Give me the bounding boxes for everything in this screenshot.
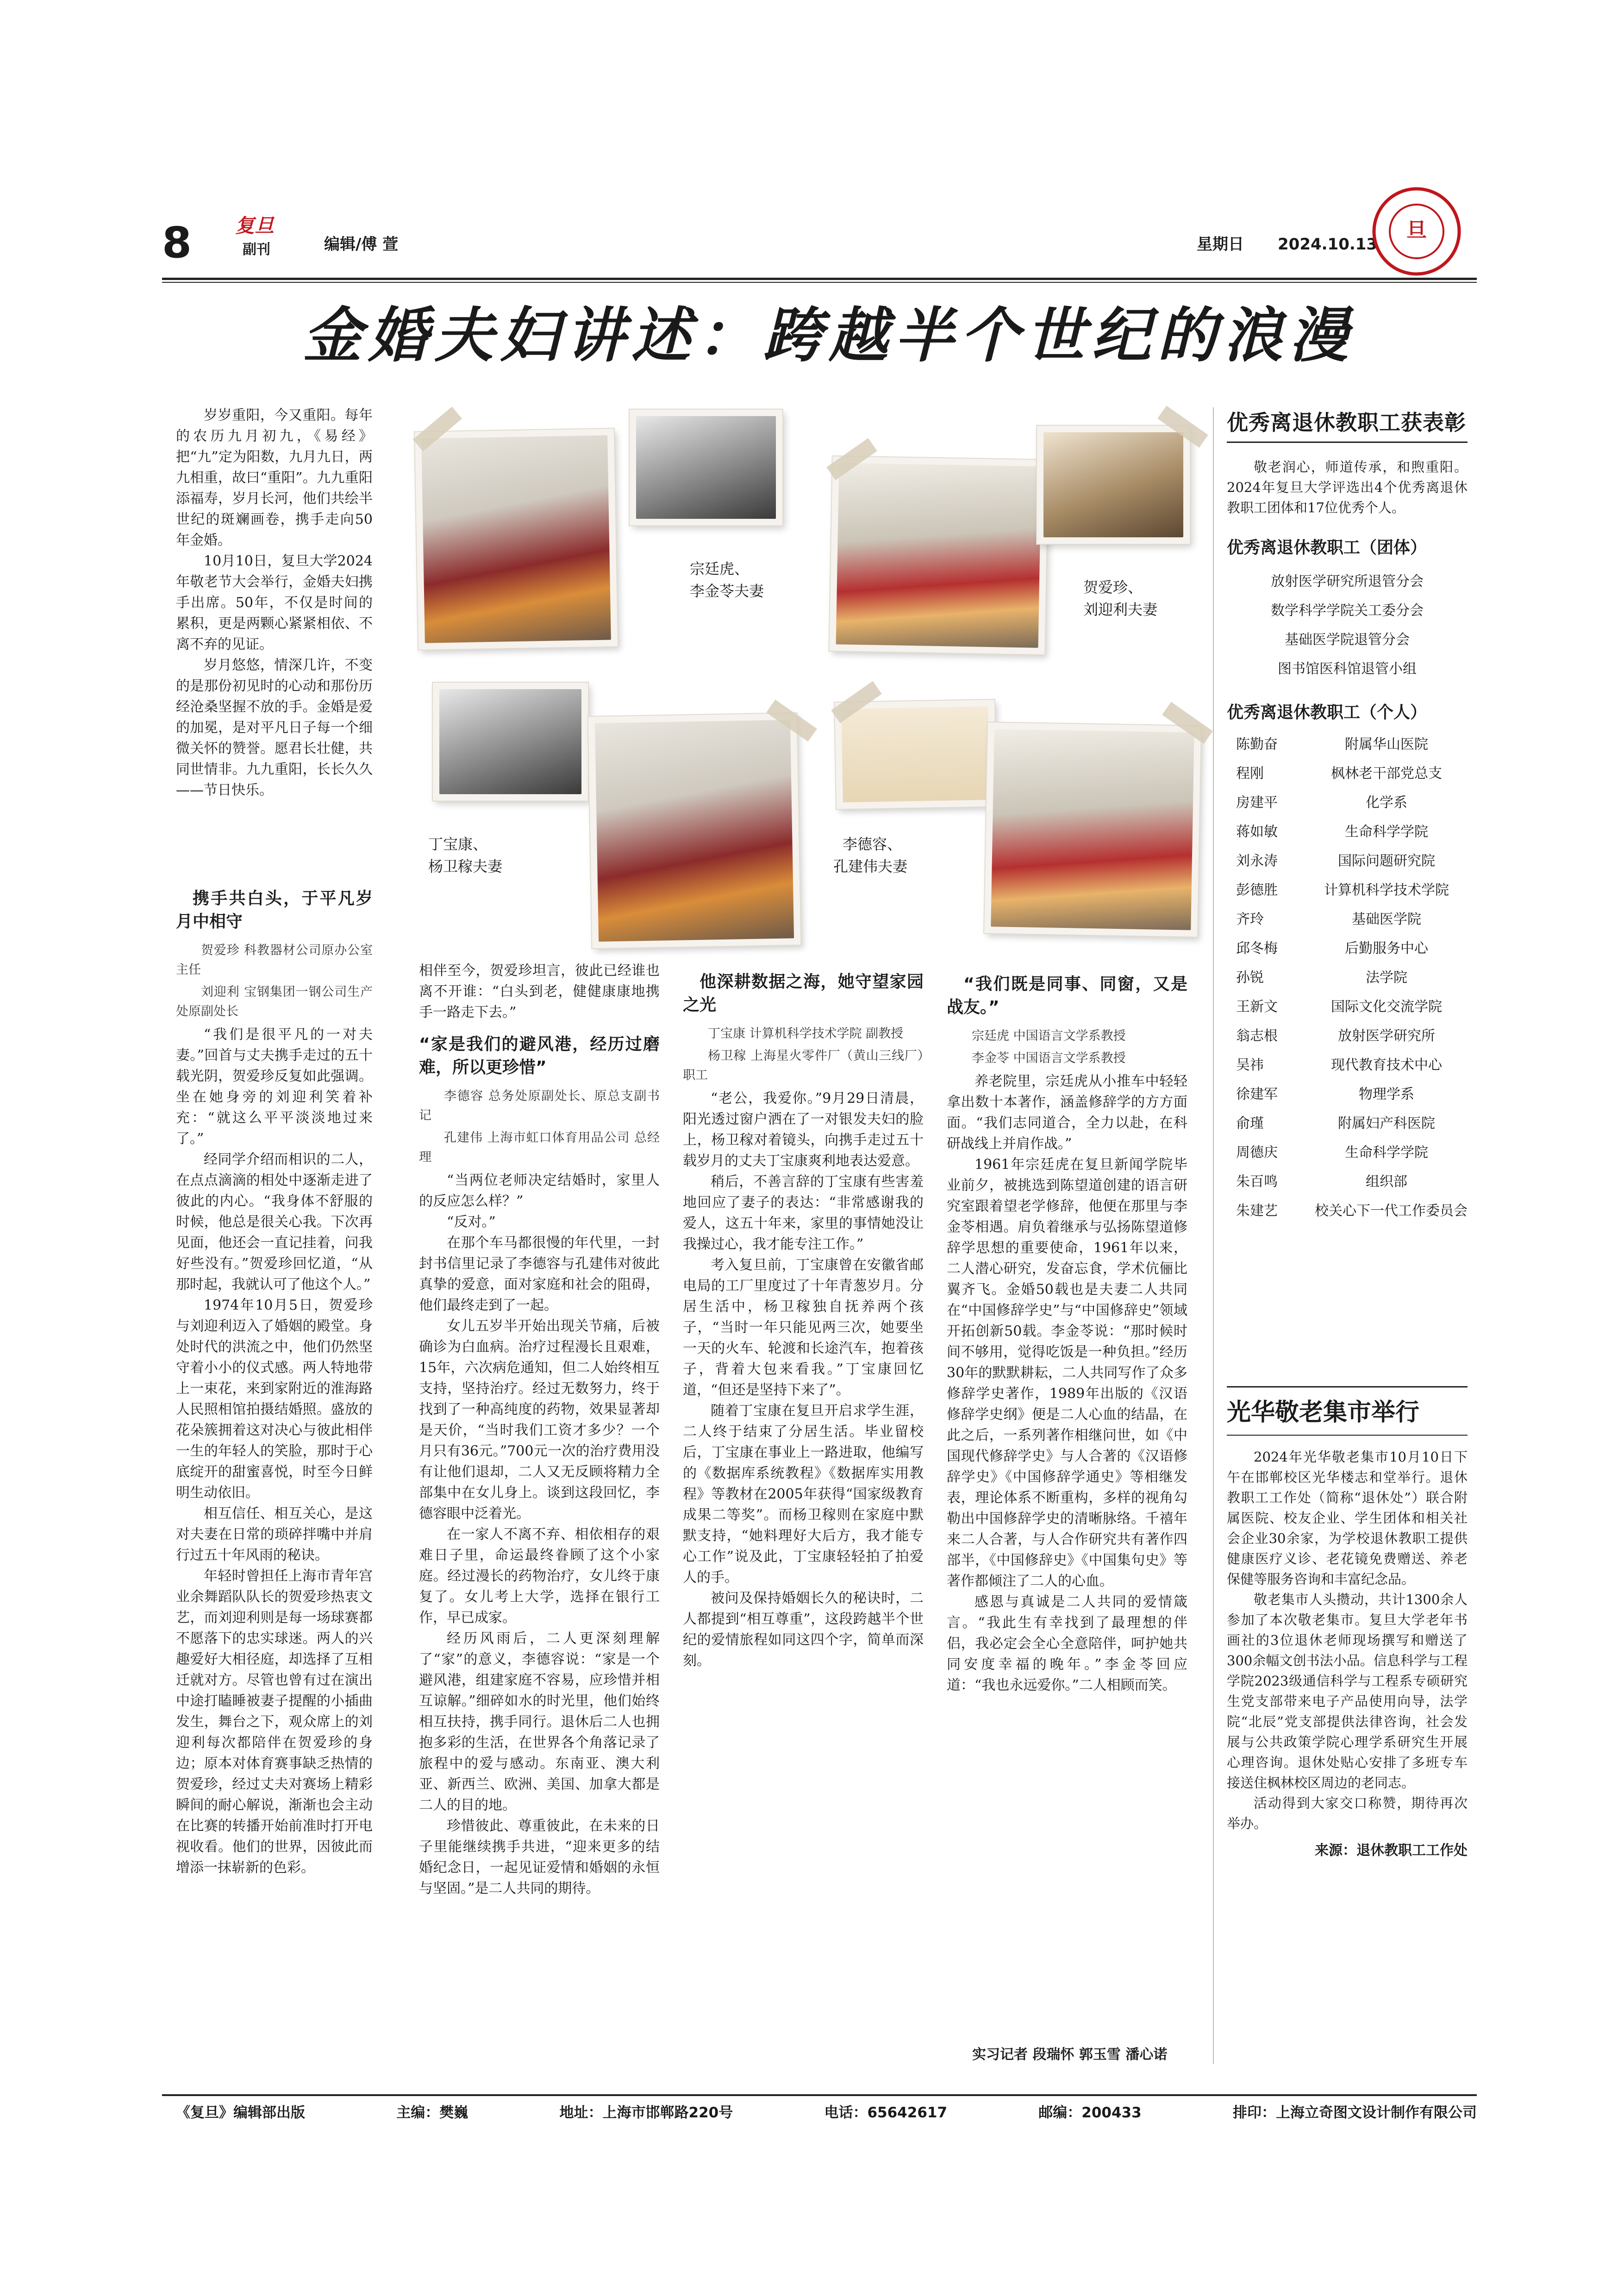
story-paragraph: 年轻时曾担任上海市青年宫业余舞蹈队队长的贺爱珍热衷文艺，而刘迎利则是每一场球赛都不愿落下的忠实球迷。两人的兴趣爱好大相径庭，却选择了互相迁就对方。尽管也曾有过在演出中途打瞌睡被妻子提醒的小插曲发生，舞台之下，观众席上的刘迎利每次都陪伴在贺爱珍的身边；原本对体育赛事缺乏热情的贺爱珍，经过丈夫对赛场上精彩瞬间的耐心解说，渐渐也会主动在比赛的转播开始前准时打开电视收看。他们的世界，因彼此而增添一抹崭新的色彩。 — [176, 1568, 373, 1876]
photo-he-liu-couple — [829, 456, 1048, 654]
individual-name: 彭德胜 — [1236, 882, 1278, 898]
story-byline: 李德容 总务处原副处长、原总支副书记 — [419, 1089, 660, 1123]
individual-name: 蒋如敏 — [1236, 824, 1278, 840]
footer-office: 《复旦》编辑部出版 — [176, 2104, 305, 2121]
sidebar-rule — [1227, 442, 1468, 443]
individual-name: 房建平 — [1236, 795, 1278, 811]
intro-column — [176, 405, 373, 868]
individual-row — [1227, 846, 1468, 876]
individual-name: 王新文 — [1236, 999, 1278, 1015]
individual-row — [1227, 992, 1468, 1021]
caption-li-kong — [833, 833, 907, 877]
individual-row — [1227, 1167, 1468, 1196]
individual-unit: 物理学系 — [1359, 1086, 1414, 1102]
individual-row — [1227, 876, 1468, 905]
individual-unit: 枫林老干部党总支 — [1331, 765, 1442, 782]
story-paragraph: 在那个车马都很慢的年代里，一封封书信里记录了李德容与孔建伟对彼此真挚的爱意，面对家庭和社会的阻碍，他们最终走到了一起。 — [419, 1235, 660, 1313]
individual-heading: 优秀离退休教职工（个人） — [1227, 703, 1427, 722]
footer-editor: 主编：樊巍 — [396, 2104, 468, 2121]
story-paragraph: 稍后，不善言辞的丁宝康有些害羞地回应了妻子的表达：“非常感谢我的爱人，这五十年来，家里的事情她没让我操过心，我才能专注工作。” — [683, 1174, 924, 1252]
caption-line: 杨卫稼夫妻 — [428, 858, 503, 875]
sidebar-market — [1227, 1386, 1468, 1861]
individual-unit: 基础医学院 — [1352, 911, 1421, 927]
page-headline: 金婚夫妇讲述：跨越半个世纪的浪漫 — [302, 301, 1355, 370]
individual-name: 程刚 — [1236, 765, 1264, 782]
individual-name: 朱百鸣 — [1236, 1174, 1278, 1190]
market-paragraph: 2024年光华敬老集市10月10日下午在邯郸校区光华楼志和堂举行。退休教职工工作处（简称“退休处”）联合附属医院、校友企业、学生团体和相关社会企业30余家，为学校退休教职工提供健康医疗义诊、老花镜免费赠送、养老保健等服务咨询和丰富纪念品。 — [1227, 1449, 1468, 1587]
story-byline: 杨卫稼 上海星火零件厂（黄山三线厂）职工 — [683, 1049, 924, 1083]
individual-row — [1227, 963, 1468, 992]
story-paragraph: 珍惜彼此、尊重彼此，在未来的日子里能继续携手共进，“迎来更多的结婚纪念日，一起见证爱情和婚姻的永恒与坚固。”是二人共同的期待。 — [419, 1818, 660, 1897]
footer-phone: 电话：65642617 — [824, 2104, 948, 2121]
sidebar-divider — [1213, 407, 1214, 2064]
individual-unit: 校关心下一代工作委员会 — [1315, 1203, 1468, 1219]
photo-he-liu-young — [1037, 426, 1190, 544]
story-paragraph: “当两位老师决定结婚时，家里人的反应怎么样？” — [419, 1172, 660, 1209]
footer-postcode: 邮编：200433 — [1038, 2104, 1142, 2121]
individual-name: 俞瑾 — [1236, 1115, 1264, 1132]
svg-text:旦: 旦 — [1406, 218, 1427, 242]
market-paragraph: 活动得到大家交口称赞，期待再次举办。 — [1227, 1795, 1468, 1831]
intro-paragraph: 岁岁重阳，今又重阳。每年的农历九月初九，《易经》把“九”定为阳数，九月九日，两九相重，故曰“重阳”。九九重阳添福寿，岁月长河，他们共绘半世纪的斑斓画卷，携手走向50年金婚。 — [176, 407, 373, 548]
story-paragraph: 感恩与真诚是二人共同的爱情箴言。“我此生有幸找到了最理想的伴侣，我必定会全心全意陪伴，呵护她共同安度幸福的晚年。”李金苓回应道：“我也永远爱你。”二人相顾而笑。 — [947, 1594, 1187, 1693]
group-heading: 优秀离退休教职工（团体） — [1227, 538, 1427, 557]
page-number: 8 — [162, 218, 192, 268]
footer-bar — [162, 2101, 1477, 2124]
caption-line: 宗廷虎、 — [690, 560, 750, 578]
group-item: 放射医学研究所退管分会 — [1271, 573, 1424, 590]
story-paragraph: “我们是很平凡的一对夫妻。”回首与丈夫携手走过的五十载光阴，贺爱珍反复如此强调。坐在她身旁的刘迎利笑着补充：“就这么平平淡淡地过来了。” — [176, 1027, 373, 1147]
story-paragraph: 考入复旦前，丁宝康曾在安徽省邮电局的工厂里度过了十年青葱岁月。分居生活中，杨卫稼独自抚养两个孩子，“当时一年只能见两三次，她要坐一天的火车、轮渡和长途汽车，抱着孩子，背着大包来看我。”丁宝康回忆道，“但还是坚持下来了”。 — [683, 1257, 924, 1398]
footer-rule — [162, 2094, 1477, 2096]
reporter-credit: 实习记者 段瑞怀 郭玉雪 潘心诺 — [972, 2047, 1168, 2063]
story-paragraph: 在一家人不离不弃、相依相存的艰难日子里，命运最终眷顾了这个小家庭。经过漫长的药物治疗，女儿终于康复了。女儿考上大学，选择在银行工作，早已成家。 — [419, 1526, 660, 1626]
caption-ding-yang — [428, 833, 502, 877]
group-list — [1227, 567, 1468, 684]
story-paragraph: 相伴至今，贺爱珍坦言，彼此已经谁也离不开谁：“白头到老，健健康康地携手一路走下去。” — [419, 963, 660, 1020]
individual-row — [1227, 788, 1468, 817]
story-paragraph: 经同学介绍而相识的二人，在点点滴滴的相处中逐渐走进了彼此的内心。“我身体不舒服的时候，他总是很关心我。下次再见面，他还会一直记挂着，问我好些没有。”贺爱珍回忆道，“从那时起，我就认可了他这个人。” — [176, 1151, 373, 1293]
group-item: 数学科学学院关工委分会 — [1271, 603, 1424, 619]
photo-li-kong-certificate — [835, 700, 996, 809]
intro-paragraph: 岁月悠悠，情深几许，不变的是那份初见时的心动和那份历经沧桑坚握不放的手。金婚是爱的加冕，是对平凡日子每一个细微关怀的赞誉。愿君长壮健，共同世情非。九九重阳，长长久久——节日快乐。 — [176, 657, 373, 798]
individual-name: 吴祎 — [1236, 1057, 1264, 1073]
story-paragraph: 相互信任、相互关心，是这对夫妻在日常的琐碎拌嘴中并肩行过五十年风雨的秘诀。 — [176, 1506, 373, 1563]
photo-ding-yang-couple — [588, 713, 801, 948]
story-paragraph: 被问及保持婚姻长久的秘诀时，二人都提到“相互尊重”，这段跨越半个世纪的爱情旅程如同这四个字，简单而深刻。 — [683, 1590, 924, 1669]
caption-he-liu — [1083, 576, 1157, 621]
individual-name: 陈勤奋 — [1236, 736, 1278, 753]
sidebar-rule — [1227, 1435, 1468, 1436]
photo-li-kong-couple — [984, 722, 1201, 937]
story-paragraph: 经历风雨后，二人更深刻理解了“家”的意义，李德容说：“家是一个避风港，组建家庭不容易，应珍惜并相互谅解。”细碎如水的时光里，他们始终相互扶持，携手同行。退休后二人也拥抱多彩的生活，在世界各个角落记录了旅程中的爱与感动。东南亚、澳大利亚、新西兰、欧洲、美国、加拿大都是二人的目的地。 — [419, 1630, 660, 1813]
individual-row — [1227, 1196, 1468, 1226]
individual-name: 孙锐 — [1236, 970, 1264, 986]
individual-row — [1227, 1021, 1468, 1051]
group-item: 基础医学院退管分会 — [1285, 632, 1410, 648]
weekday: 星期日 — [1197, 235, 1244, 254]
story-byline: 刘迎利 宝钢集团一钢公司生产处原副处长 — [176, 985, 373, 1019]
photo-zong-li-young — [630, 410, 782, 525]
individual-unit: 后勤服务中心 — [1345, 940, 1428, 957]
story-byline: 丁宝康 计算机科学技术学院 副教授 — [708, 1027, 904, 1041]
caption-line: 贺爱珍、 — [1083, 579, 1143, 596]
group-item: 图书馆医科馆退管小组 — [1278, 661, 1417, 677]
story-li-kong — [419, 960, 660, 2064]
university-seal — [1370, 185, 1463, 278]
editor-credit: 编辑/傅 萱 — [324, 235, 399, 254]
photo-ding-yang-young — [433, 683, 588, 801]
story-zong-li — [947, 963, 1187, 2043]
header-rule — [162, 278, 1477, 280]
individual-name: 周德庆 — [1236, 1145, 1278, 1161]
story-title: “我们既是同事、同窗，又是战友。” — [947, 975, 1187, 1017]
caption-line: 孔建伟夫妻 — [833, 858, 908, 875]
story-he-liu — [176, 877, 373, 2062]
individual-row — [1227, 817, 1468, 846]
individual-row — [1227, 730, 1468, 759]
story-byline: 宗廷虎 中国语言文学系教授 — [972, 1029, 1126, 1043]
story-byline: 李金苓 中国语言文学系教授 — [972, 1051, 1126, 1065]
story-paragraph: 1961年宗廷虎在复旦新闻学院毕业前夕，被挑选到陈望道创建的语言研究室跟着望老学修辞，他便在那里与李金苓相遇。肩负着继承与弘扬陈望道修辞学思想的重要使命，1961年以来，二人潜心研究，发奋忘食，学术伉俪比翼齐飞。金婚50载也是夫妻二人共同在“中国修辞学史”与“中国修辞史”领域开拓创新50载。李金苓说：“那时候时间不够用，觉得吃饭是一种负担。”经历30年的默默耕耘，二人共同写作了众多修辞学史著作，1989年出版的《汉语修辞学史纲》便是二人心血的结晶，在此之后，一系列著作相继问世，如《中国现代修辞学史》与人合著的《汉语修辞学史》《中国修辞学通史》等相继发表，理论体系不断重构，多样的视角勾勒出中国修辞学史的清晰脉络。千禧年来二人合著，与人合作研究共有著作四部半，《中国修辞史》《中国集句史》等著作都倾注了二人的心血。 — [947, 1157, 1187, 1589]
story-ding-yang — [683, 960, 924, 2064]
individual-row — [1227, 1138, 1468, 1167]
individual-unit: 附属妇产科医院 — [1338, 1115, 1435, 1132]
market-text — [1227, 1447, 1468, 1834]
individual-row — [1227, 1051, 1468, 1080]
seal-icon — [1370, 185, 1463, 278]
story-title: “家是我们的避风港，经历过磨难，所以更珍惜” — [419, 1035, 660, 1077]
story-byline: 孔建伟 上海市虹口体育用品公司 总经理 — [419, 1131, 660, 1164]
individual-row — [1227, 1080, 1468, 1109]
market-source: 来源：退休教职工工作处 — [1315, 1842, 1468, 1859]
story-title: 携手共白头，于平凡岁月中相守 — [176, 889, 373, 931]
caption-line: 丁宝康、 — [428, 835, 488, 853]
individual-unit: 生命科学学院 — [1345, 824, 1428, 840]
story-title: 他深耕数据之海，她守望家园之光 — [683, 972, 924, 1014]
section-name: 副刊 — [243, 242, 270, 258]
individual-row — [1227, 759, 1468, 788]
individual-name: 刘永涛 — [1236, 853, 1278, 869]
individual-unit: 生命科学学院 — [1345, 1145, 1428, 1161]
story-byline: 贺爱珍 科教器材公司原办公室主任 — [176, 943, 373, 977]
individual-unit: 法学院 — [1366, 970, 1407, 986]
sidebar-title: 光华敬老集市举行 — [1227, 1398, 1420, 1426]
individual-unit: 化学系 — [1366, 795, 1407, 811]
individual-name: 齐玲 — [1236, 911, 1264, 927]
individual-unit: 国际文化交流学院 — [1331, 999, 1442, 1015]
individual-unit: 现代教育技术中心 — [1331, 1057, 1442, 1073]
caption-zong-li — [690, 558, 764, 602]
story-paragraph: 随着丁宝康在复旦开启求学生涯，二人终于结束了分居生活。毕业留校后，丁宝康在事业上一路进取，他编写的《数据库系统教程》《数据库实用教程》等教材在2005年获得“国家级教育成果二等奖”。而杨卫稼则在家庭中默默支持，“她料理好大后方，我才能专心工作”说及此，丁宝康轻轻拍了拍爱人的手。 — [683, 1403, 924, 1586]
individual-unit: 计算机科学技术学院 — [1324, 882, 1449, 898]
individual-row — [1227, 905, 1468, 934]
individual-list — [1227, 730, 1468, 1226]
caption-line: 李金苓夫妻 — [690, 582, 764, 600]
sidebar-intro: 敬老润心，师道传承，和煦重阳。2024年复旦大学评选出4个优秀离退休教职工团体和17位优秀个人。 — [1227, 459, 1468, 516]
individual-name: 邱冬梅 — [1236, 940, 1278, 957]
story-paragraph: 养老院里，宗廷虎从小推车中轻轻拿出数十本著作，涵盖修辞学的方方面面。“我们志同道合，全力以赴，在科研战线上并肩作战。” — [947, 1073, 1187, 1152]
intro-paragraph: 10月10日，复旦大学2024年敬老节大会举行，金婚夫妇携手出席。50年，不仅是时间的累积，更是两颗心紧紧相依、不离不弃的见证。 — [176, 553, 373, 653]
caption-line: 刘迎利夫妻 — [1083, 601, 1158, 618]
story-paragraph: 女儿五岁半开始出现关节痛，后被确诊为白血病。治疗过程漫长且艰难，15年，六次病危通知，但二人始终相互支持，坚持治疗。经过无数努力，终于找到了一种高纯度的药物，效果显著却是天价，“当时我们工资才多少？一个月只有36元。”700元一次的治疗费用没有让他们退却，二人又无反顾将精力全部集中在女儿身上。谈到这段回忆，李德容眼中泛着光。 — [419, 1318, 660, 1522]
individual-unit: 附属华山医院 — [1345, 736, 1428, 753]
caption-line: 李德容、 — [843, 835, 902, 853]
header-rule-thin — [162, 282, 1477, 283]
individual-name: 徐建军 — [1236, 1086, 1278, 1102]
individual-unit: 国际问题研究院 — [1338, 853, 1435, 869]
individual-row — [1227, 934, 1468, 963]
footer-address: 地址：上海市邯郸路220号 — [559, 2104, 733, 2121]
story-paragraph: “老公，我爱你。”9月29日清晨，阳光透过窗户洒在了一对银发夫妇的脸上，杨卫稼对着镜头，向携手走过五十载岁月的丈夫丁宝康爽利地表达爱意。 — [683, 1090, 924, 1169]
sidebar-rule — [1227, 1386, 1468, 1388]
market-paragraph: 敬老集市人头攒动，共计1300余人参加了本次敬老集市。复旦大学老年书画社的3位退休老师现场撰写和赠送了300余幅文创书法小品。信息科学与工程学院2023级通信科学与工程系专硕研究生党支部带来电子产品使用向导，法学院“北辰”党支部提供法律咨询，社会发展与公共政策学院心理学系研究生开展心理咨询。退休处贴心安排了多班专车接送住枫林校区周边的老同志。 — [1227, 1592, 1468, 1791]
individual-name: 朱建艺 — [1236, 1203, 1278, 1219]
sidebar-title: 优秀离退休教职工获表彰 — [1227, 410, 1466, 435]
story-paragraph: “反对。” — [447, 1214, 496, 1230]
story-paragraph: 1974年10月5日，贺爱珍与刘迎利迈入了婚姻的殿堂。身处时代的洪流之中，他们仍然坚守着小小的仪式感。两人特地带上一束花，来到家附近的淮海路人民照相馆拍摄结婚照。盛放的花朵簇拥着这对决心与彼此相伴一生的年轻人的笑脸，那时于心底绽开的甜蜜喜悦，时至今日鲜明生动依旧。 — [176, 1297, 373, 1501]
photo-zong-li-couple — [415, 429, 618, 649]
paper-name: 复旦 — [235, 214, 275, 237]
individual-name: 翁志根 — [1236, 1028, 1278, 1044]
footer-typeset: 排印：上海立奇图文设计制作有限公司 — [1232, 2104, 1477, 2121]
individual-unit: 组织部 — [1366, 1174, 1407, 1190]
issue-date: 2024.10.13 — [1278, 235, 1378, 254]
sidebar-awards — [1227, 407, 1468, 1226]
individual-unit: 放射医学研究所 — [1338, 1028, 1435, 1044]
individual-row — [1227, 1109, 1468, 1138]
